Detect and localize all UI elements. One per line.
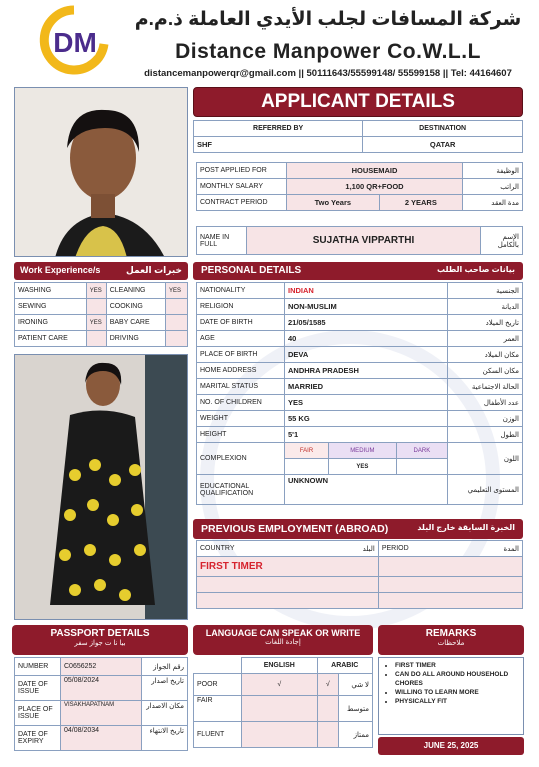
remarks-heading (378, 625, 524, 655)
arabic-column-header: ARABIC (317, 658, 372, 674)
education-value: UNKNOWN (285, 475, 448, 505)
contact-line: distancemanpowerqr@gmail.com || 50111643/55599148/ 55599158 || Tel: 44164607 (144, 68, 512, 79)
field-value: 55 KG (285, 411, 448, 427)
field-label: AGE (197, 331, 285, 347)
passport-row (15, 658, 188, 676)
personal-details-heading (193, 262, 523, 280)
skill-label: IRONING (15, 315, 87, 331)
contract-value-a: Two Years (287, 195, 380, 211)
previous-employment-title: PREVIOUS EMPLOYMENT (ABROAD) (201, 523, 389, 535)
field-arabic: مكان الاصدار (142, 701, 188, 726)
destination-value: QATAR (363, 137, 523, 153)
field-arabic: مكان السكن (448, 363, 523, 379)
field-label: PLACE OF ISSUE (15, 701, 61, 726)
english-mark (242, 696, 318, 722)
name-label: NAME IN FULL (197, 227, 247, 255)
work-row (15, 331, 188, 347)
referred-by-value: SHF (194, 137, 363, 153)
applicant-portrait-photo (14, 87, 188, 257)
complexion-row (197, 443, 523, 459)
country-label: COUNTRY (197, 541, 322, 557)
previous-employment-title-arabic: الخبرة السابقة خارج البلد (417, 523, 515, 532)
work-row (15, 315, 188, 331)
field-arabic: العمر (448, 331, 523, 347)
field-value: 5'1 (285, 427, 448, 443)
language-row (194, 696, 373, 722)
field-value: 05/08/2024 (61, 676, 142, 701)
personal-row (197, 379, 523, 395)
field-arabic: الحالة الاجتماعية (448, 379, 523, 395)
field-value: MARRIED (285, 379, 448, 395)
name-table (196, 226, 523, 255)
skill-label: SEWING (15, 299, 87, 315)
period-arabic: المدة (465, 541, 522, 557)
personal-row (197, 299, 523, 315)
personal-row (197, 331, 523, 347)
level-label: POOR (194, 674, 242, 696)
personal-row (197, 315, 523, 331)
applicant-details-heading: APPLICANT DETAILS (193, 87, 523, 117)
passport-details-title: PASSPORT DETAILS (50, 628, 150, 639)
document-date: JUNE 25, 2025 (378, 737, 524, 755)
destination-label: DESTINATION (363, 121, 523, 137)
field-value: 04/08/2034 (61, 726, 142, 751)
passport-details-heading (12, 625, 188, 655)
passport-row (15, 676, 188, 701)
remark-item: • WILLING TO LEARN MORE (395, 688, 519, 697)
arabic-mark: √ (317, 674, 338, 696)
complexion-medium: MEDIUM (328, 443, 396, 459)
field-arabic: تاريخ الميلاد (448, 315, 523, 331)
personal-details-title: PERSONAL DETAILS (201, 265, 302, 276)
complexion-label: COMPLEXION (197, 443, 285, 475)
skill-value (86, 299, 106, 315)
field-value: 40 (285, 331, 448, 347)
level-arabic: لا شي (339, 674, 373, 696)
svg-text:DM: DM (53, 27, 97, 58)
field-value: DEVA (285, 347, 448, 363)
contract-arabic: مدة العقد (463, 195, 523, 211)
skill-value (166, 299, 188, 315)
skill-value (166, 331, 188, 347)
contract-value-b: 2 YEARS (379, 195, 462, 211)
field-value: NON-MUSLIM (285, 299, 448, 315)
passport-details-title-arabic: بيا نا ت جواز سفر (74, 640, 126, 647)
passport-row (15, 701, 188, 726)
language-title: LANGUAGE CAN SPEAK OR WRITE (205, 628, 361, 638)
language-row (194, 674, 373, 696)
field-label: HOME ADDRESS (197, 363, 285, 379)
personal-row (197, 283, 523, 299)
field-arabic: تاريخ اصدار (142, 676, 188, 701)
previous-employment-table (196, 540, 523, 609)
arabic-mark (317, 696, 338, 722)
company-name-arabic: شركة المسافات لجلب الأيدي العاملة ذ.م.م (134, 9, 522, 30)
skill-value: YES (86, 283, 106, 299)
field-arabic: الجنسية (448, 283, 523, 299)
skill-label: COOKING (106, 299, 165, 315)
post-arabic: الوظيفة (463, 163, 523, 179)
remarks-list (395, 661, 519, 706)
level-label: FAIR (194, 696, 242, 722)
skill-label: PATIENT CARE (15, 331, 87, 347)
complexion-arabic: اللون (448, 443, 523, 475)
field-label: PLACE OF BIRTH (197, 347, 285, 363)
language-heading (193, 625, 373, 655)
field-arabic: الوزن (448, 411, 523, 427)
personal-row (197, 363, 523, 379)
work-row (15, 299, 188, 315)
post-label: POST APPLIED FOR (197, 163, 287, 179)
country-arabic: البلد (321, 541, 378, 557)
referred-by-label: REFERRED BY (194, 121, 363, 137)
field-label: NO. OF CHILDREN (197, 395, 285, 411)
complexion-dark: DARK (396, 443, 447, 459)
personal-details-title-arabic: بيانات صاحب الطلب (436, 265, 515, 274)
education-label: EDUCATIONAL QUALIFICATION (197, 475, 285, 505)
remark-item: • PHYSICALLY FIT (395, 697, 519, 706)
work-experience-table (14, 282, 188, 347)
salary-value: 1,100 QR+FOOD (287, 179, 463, 195)
skill-label: CLEANING (106, 283, 165, 299)
level-arabic: متوسط (339, 696, 373, 722)
company-logo (38, 4, 110, 80)
remarks-title-arabic: ملاحظات (437, 640, 465, 647)
field-value: INDIAN (285, 283, 448, 299)
remarks-title: REMARKS (425, 628, 477, 639)
skill-label: BABY CARE (106, 315, 165, 331)
field-value: VISAKHAPATNAM (61, 701, 142, 726)
work-experience-title-arabic: خبرات العمل (126, 265, 182, 275)
field-arabic: الديانة (448, 299, 523, 315)
field-label: NATIONALITY (197, 283, 285, 299)
field-label: DATE OF BIRTH (197, 315, 285, 331)
personal-row (197, 411, 523, 427)
english-mark: √ (242, 674, 318, 696)
field-arabic: رقم الجواز (142, 658, 188, 676)
period-label: PERIOD (378, 541, 465, 557)
previous-employment-heading (193, 519, 523, 539)
passport-table (14, 657, 188, 751)
field-label: MARITAL STATUS (197, 379, 285, 395)
work-experience-title: Work Experience/s (20, 265, 101, 275)
personal-row (197, 347, 523, 363)
full-name-value: SUJATHA VIPPARTHI (247, 227, 481, 255)
work-experience-heading (14, 262, 188, 280)
field-label: DATE OF EXPIRY (15, 726, 61, 751)
salary-arabic: الراتب (463, 179, 523, 195)
field-label: DATE OF ISSUE (15, 676, 61, 701)
english-column-header: ENGLISH (242, 658, 318, 674)
field-value: C0656252 (61, 658, 142, 676)
personal-details-table (196, 282, 523, 505)
applicant-full-body-photo (14, 354, 188, 620)
education-arabic: المستوى التعليمي (448, 475, 523, 505)
field-value: YES (285, 395, 448, 411)
complexion-mark: YES (328, 459, 396, 475)
arabic-mark (317, 722, 338, 748)
field-value: 21/05/1585 (285, 315, 448, 331)
skill-value: YES (166, 283, 188, 299)
remark-item: • FIRST TIMER (395, 661, 519, 670)
passport-row (15, 726, 188, 751)
referral-table (193, 120, 523, 153)
personal-row (197, 395, 523, 411)
level-arabic: ممتاز (339, 722, 373, 748)
skill-value (86, 331, 106, 347)
company-name-english: Distance Manpower Co.W.L.L (175, 40, 481, 63)
remarks-box (378, 657, 524, 735)
remark-item: • CAN DO ALL AROUND HOUSEHOLD CHORES (395, 670, 519, 688)
complexion-fair: FAIR (285, 443, 329, 459)
contract-label: CONTRACT PERIOD (197, 195, 287, 211)
field-label: NUMBER (15, 658, 61, 676)
first-timer-value: FIRST TIMER (197, 557, 379, 577)
field-arabic: تاريخ الانتهاء (142, 726, 188, 751)
field-label: HEIGHT (197, 427, 285, 443)
language-row (194, 722, 373, 748)
field-arabic: مكان الميلاد (448, 347, 523, 363)
salary-label: MONTHLY SALARY (197, 179, 287, 195)
field-arabic: عدد الأطفال (448, 395, 523, 411)
education-row (197, 475, 523, 505)
language-table (193, 657, 373, 748)
work-row (15, 283, 188, 299)
skill-value (166, 315, 188, 331)
level-label: FLUENT (194, 722, 242, 748)
skill-value: YES (86, 315, 106, 331)
language-title-arabic: إجادة اللغات (265, 639, 301, 646)
english-mark (242, 722, 318, 748)
post-table (196, 162, 523, 211)
skill-label: WASHING (15, 283, 87, 299)
post-value: HOUSEMAID (287, 163, 463, 179)
field-label: RELIGION (197, 299, 285, 315)
field-label: WEIGHT (197, 411, 285, 427)
skill-label: DRIVING (106, 331, 165, 347)
name-arabic: الإسم بالكامل (481, 227, 523, 255)
field-arabic: الطول (448, 427, 523, 443)
field-value: ANDHRA PRADESH (285, 363, 448, 379)
personal-row (197, 427, 523, 443)
